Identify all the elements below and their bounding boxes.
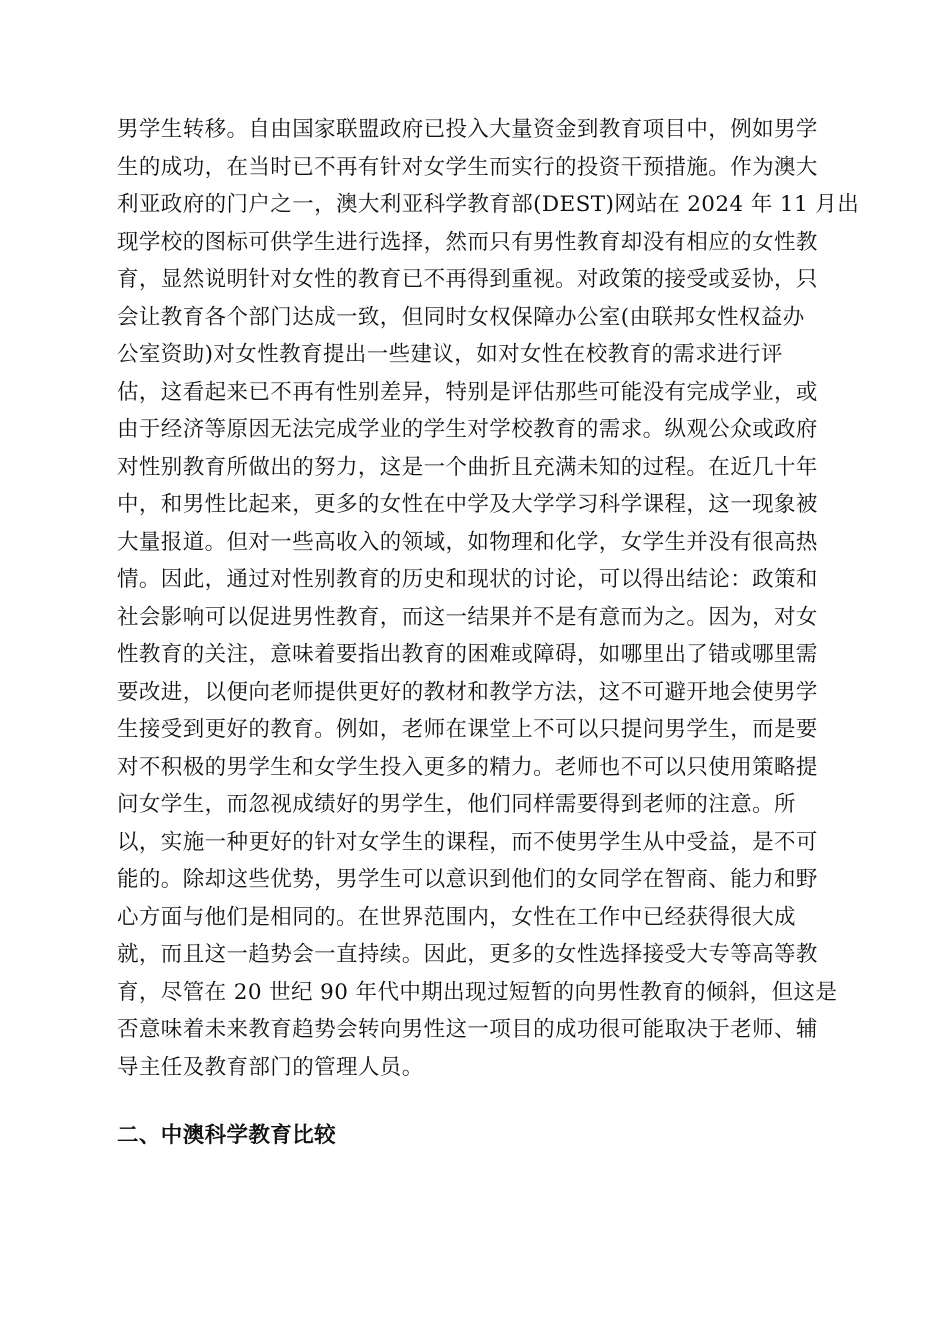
paragraph-line: 情。因此，通过对性别教育的历史和现状的讨论，可以得出结论：政策和: [117, 567, 818, 592]
paragraph-line: 由于经济等原因无法完成学业的学生对学校教育的需求。纵观公众或政府: [117, 417, 818, 442]
paragraph-line: 导主任及教育部门的管理人员。: [117, 1054, 424, 1080]
paragraph-line: 问女学生，而忽视成绩好的男学生，他们同样需要得到老师的注意。所: [117, 792, 796, 817]
paragraph-line: 利亚政府的门户之一，澳大利亚科学教育部(DEST)网站在 2024 年 11 月出: [117, 192, 860, 217]
paragraph-line: 就，而且这一趋势会一直持续。因此，更多的女性选择接受大专等高等教: [117, 942, 818, 967]
section-heading: 二、中澳科学教育比较: [117, 1123, 337, 1148]
body-paragraph: [117, 111, 860, 1086]
paragraph-line: 对性别教育所做出的努力，这是一个曲折且充满未知的过程。在近几十年: [117, 454, 818, 480]
paragraph-line: 育，尽管在 20 世纪 90 年代中期出现过短暂的向男性教育的倾斜，但这是: [117, 979, 838, 1005]
paragraph-line: 会让教育各个部门达成一致，但同时女权保障办公室(由联邦女性权益办: [117, 304, 805, 330]
paragraph-line: 中，和男性比起来，更多的女性在中学及大学学习科学课程，这一现象被: [117, 492, 818, 517]
paragraph-line: 心方面与他们是相同的。在世界范围内，女性在工作中已经获得很大成: [117, 904, 796, 930]
paragraph-line: 育，显然说明针对女性的教育已不再得到重视。对政策的接受或妥协，只: [117, 267, 818, 292]
paragraph-line: 生接受到更好的教育。例如，老师在课堂上不可以只提问男学生，而是要: [117, 717, 818, 742]
paragraph-line: 大量报道。但对一些高收入的领域，如物理和化学，女学生并没有很高热: [117, 529, 818, 555]
paragraph-line: 要改进，以便向老师提供更好的教材和教学方法，这不可避开地会使男学: [117, 679, 818, 705]
paragraph-line: 估，这看起来已不再有性别差异，特别是评估那些可能没有完成学业，或: [117, 379, 818, 405]
paragraph-line: 以，实施一种更好的针对女学生的课程，而不使男学生从中受益，是不可: [117, 829, 818, 855]
paragraph-line: 现学校的图标可供学生进行选择，然而只有男性教育却没有相应的女性教: [117, 229, 818, 255]
paragraph-line: 对不积极的男学生和女学生投入更多的精力。老师也不可以只使用策略提: [117, 754, 818, 780]
paragraph-line: 男学生转移。自由国家联盟政府已投入大量资金到教育项目中，例如男学: [117, 117, 818, 142]
paragraph-line: 否意味着未来教育趋势会转向男性这一项目的成功很可能取决于老师、辅: [117, 1017, 818, 1042]
paragraph-line: 性教育的关注，意味着要指出教育的困难或障碍，如哪里出了错或哪里需: [117, 642, 818, 667]
paragraph-line: 生的成功，在当时已不再有针对女学生而实行的投资干预措施。作为澳大: [117, 154, 818, 180]
paragraph-line: 能的。除却这些优势，男学生可以意识到他们的女同学在智商、能力和野: [117, 867, 818, 892]
paragraph-line: 社会影响可以促进男性教育，而这一结果并不是有意而为之。因为，对女: [117, 604, 818, 630]
paragraph-line: 公室资助)对女性教育提出一些建议，如对女性在校教育的需求进行评: [117, 342, 783, 367]
